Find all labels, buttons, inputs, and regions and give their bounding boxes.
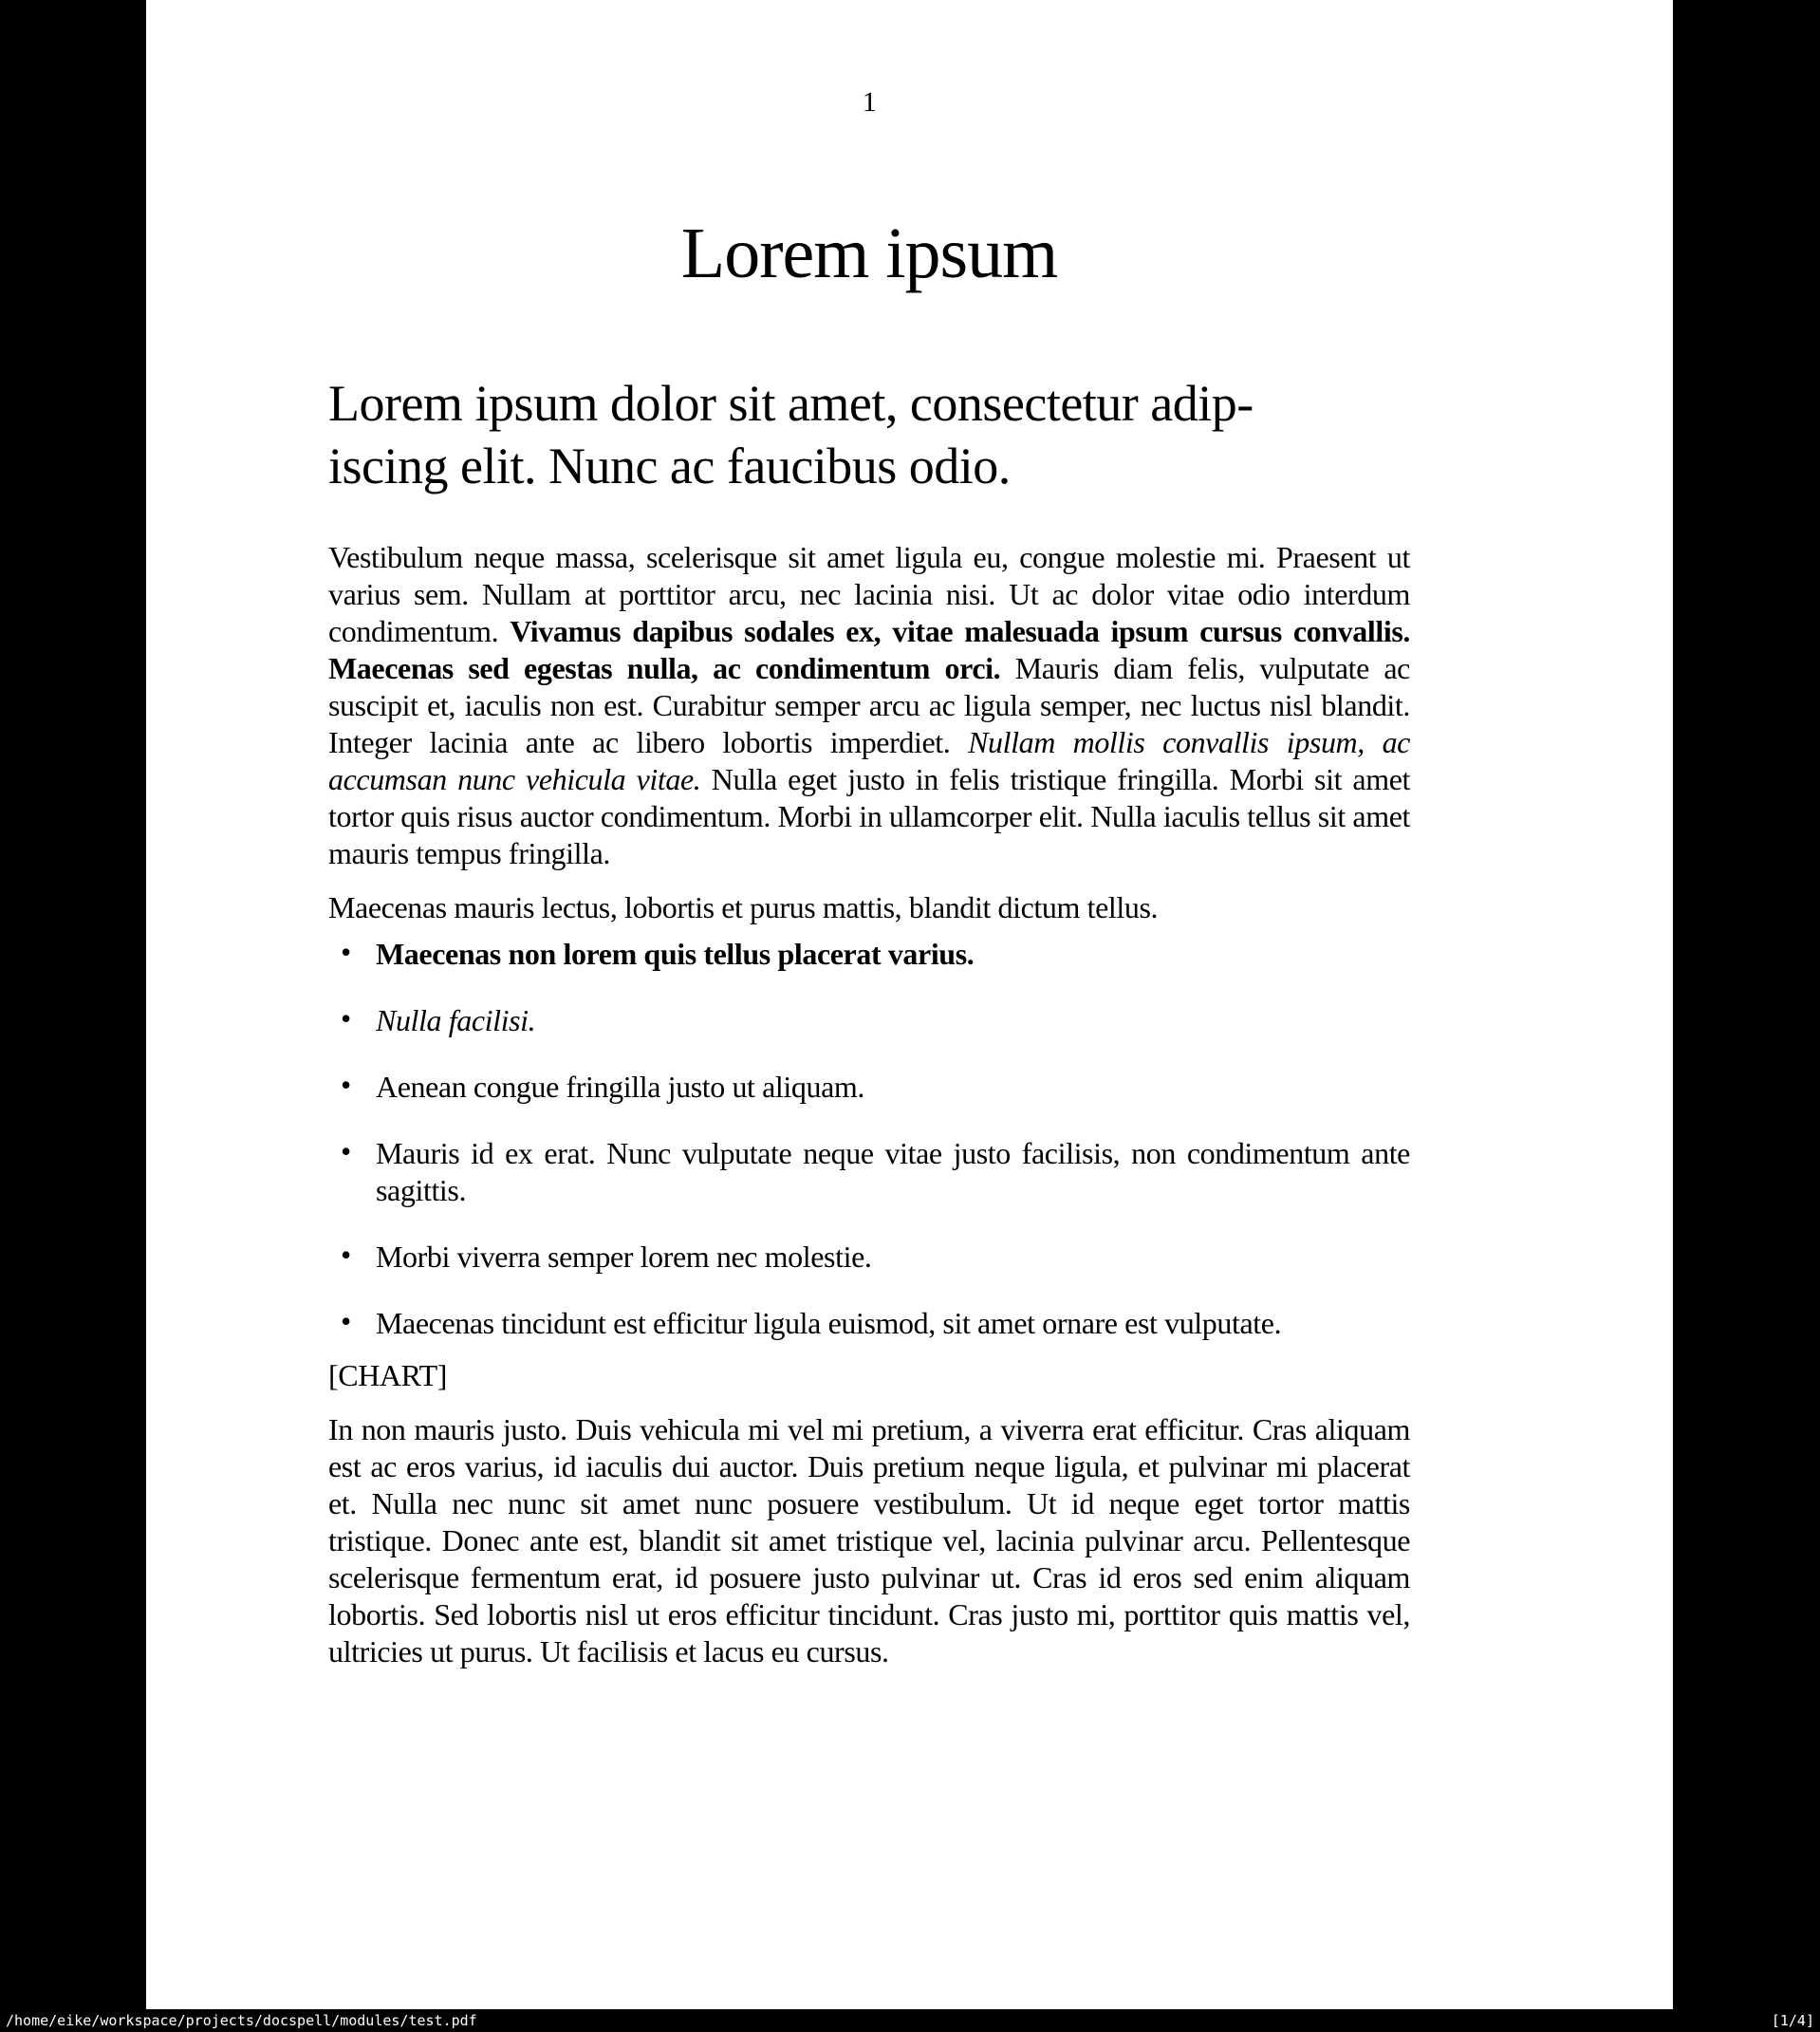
list-item [341, 1134, 1410, 1209]
section-heading [328, 372, 1410, 497]
list-item-text: Morbi viverra semper lorem nec molestie. [376, 1240, 872, 1274]
page-content [328, 0, 1410, 1670]
paragraph-3: In non mauris justo. Duis vehicula mi vel mi pretium, a viverra erat efficitur. Cras aliquam est ac eros varius, id iaculis dui auctor. Duis pretium neque ligula, et pulvinar mi placerat et. Nulla nec nunc sit amet nunc posuere vestibulum. Ut id neque eget tortor mattis tristique. Donec ante est, blandit sit amet tristique vel, lacinia pulvinar arcu. Pellentesque scelerisque fermentum erat, id posuere justo pulvinar ut. Cras id eros sed enim aliquam lobortis. Sed lobortis nisl ut eros efficitur tincidunt. Cras justo mi, porttitor quis mattis vel, ultricies ut purus. Ut facilisis et lacus eu cursus. [328, 1412, 1410, 1668]
document-page[interactable] [146, 0, 1673, 2009]
list-item [341, 935, 1410, 973]
statusbar [0, 2009, 1820, 2032]
list-item [341, 1304, 1410, 1342]
paragraph-1-text: Mauris diam felis, vulputate ac suscipit et, iaculis non est. Curabitur semper arcu ac ligula semper, nec luctus nisl blandit. Integer lacinia ante ac libero lobortis imperdiet. [328, 651, 1410, 759]
list-item-text: Mauris id ex erat. Nunc vulputate neque vitae justo facilisis, non condimentum ante sagittis. [376, 1136, 1410, 1207]
bullet-icon: • [341, 1304, 351, 1338]
bullet-icon: • [341, 1068, 351, 1102]
section-heading-line1: Lorem ipsum dolor sit amet, consectetur adip- [328, 375, 1254, 432]
statusbar-page-indicator: [1/4] [1771, 2012, 1814, 2029]
list-item-text: Maecenas tincidunt est efficitur ligula euismod, sit amet ornare est vulputate. [376, 1306, 1282, 1340]
list-item [341, 1001, 1410, 1039]
paragraph-1-text: Vestibulum neque massa, scelerisque sit amet ligula eu, congue molestie mi. Praesent ut varius sem. Nullam at porttitor arcu, nec lacinia nisi. Ut ac dolor vitae odio interdum condimentum. [328, 540, 1410, 648]
bullet-icon: • [341, 1238, 351, 1272]
chart-placeholder: [CHART] [328, 1358, 448, 1392]
list-item-text: Nulla facilisi. [376, 1003, 536, 1037]
page-number: 1 [862, 86, 877, 118]
paragraph-1 [328, 539, 1410, 872]
list-item-text: Aenean congue fringilla justo ut aliquam. [376, 1070, 865, 1104]
list-item-text: Maecenas non lorem quis tellus placerat varius. [376, 937, 975, 971]
paragraph-1-italic-text: Nullam mollis convallis ipsum, ac accumsan nunc vehicula vitae. [328, 725, 1410, 796]
bullet-icon: • [341, 1001, 351, 1035]
list-item [341, 1068, 1410, 1106]
paragraph-2: Maecenas mauris lectus, lobortis et purus mattis, blandit dictum tellus. [328, 890, 1159, 924]
statusbar-file-path: /home/eike/workspace/projects/docspell/modules/test.pdf [6, 2012, 477, 2029]
bullet-icon: • [341, 1134, 351, 1168]
paragraph-1-text: Nulla eget justo in felis tristique fringilla. Morbi sit amet tortor quis risus auctor condimentum. Morbi in ullamcorper elit. Nulla iaculis tellus sit amet mauris tempus fringilla. [328, 762, 1411, 870]
bullet-list [328, 936, 1410, 1342]
section-heading-line2: iscing elit. Nunc ac faucibus odio. [328, 438, 1011, 494]
document-title: Lorem ipsum [680, 214, 1058, 293]
bullet-icon: • [341, 935, 351, 969]
list-item [341, 1238, 1410, 1276]
paragraph-1-bold-text: Vivamus dapibus sodales ex, vitae malesuada ipsum cursus convallis. Maecenas sed egestas nulla, ac condimentum orci. [328, 614, 1410, 685]
